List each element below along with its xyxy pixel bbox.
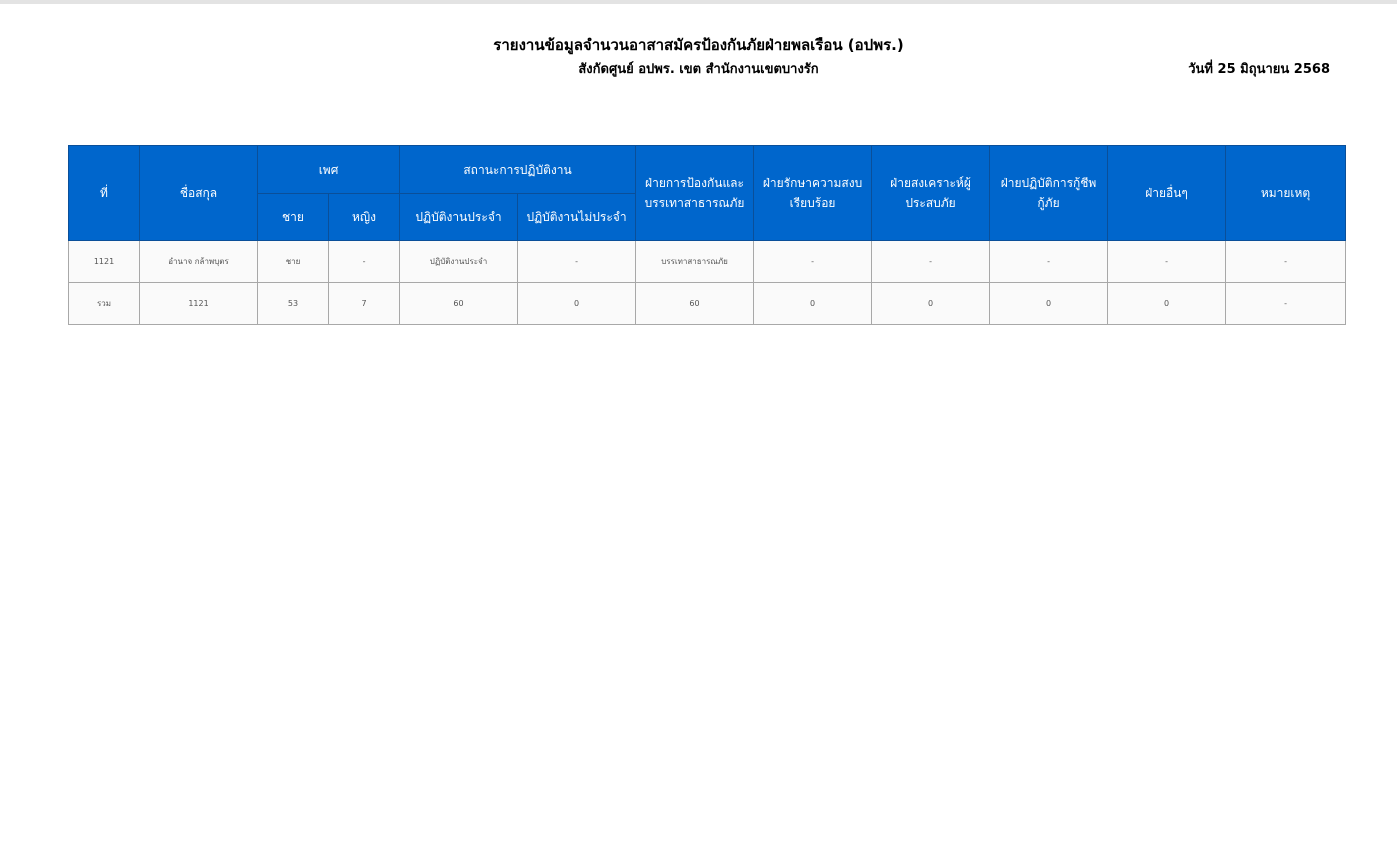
- header-status: สถานะการปฏิบัติงาน: [400, 146, 636, 194]
- report-subtitle: สังกัดศูนย์ อปพร. เขต สำนักงานเขตบางรัก: [578, 62, 819, 77]
- cell-relief: -: [872, 241, 990, 283]
- header-other: ฝ่ายอื่นๆ: [1108, 146, 1226, 241]
- cell-total-prevention: 60: [636, 283, 754, 325]
- header-relief: ฝ่ายสงเคราะห์ผู้ประสบภัย: [872, 146, 990, 241]
- table-row: [69, 241, 1346, 283]
- header-name: ชื่อสกุล: [140, 146, 258, 241]
- header-remark: หมายเหตุ: [1226, 146, 1346, 241]
- cell-rescue: -: [990, 241, 1108, 283]
- cell-total-label: รวม: [69, 283, 140, 325]
- table-row-total: [69, 283, 1346, 325]
- header-rescue: ฝ่ายปฏิบัติการกู้ชีพกู้ภัย: [990, 146, 1108, 241]
- header-no: ที่: [69, 146, 140, 241]
- cell-prevention: บรรเทาสาธารณภัย: [636, 241, 754, 283]
- volunteer-table: [68, 145, 1346, 325]
- cell-total-regular: 60: [400, 283, 518, 325]
- cell-total-male: 53: [258, 283, 329, 325]
- cell-total-other: 0: [1108, 283, 1226, 325]
- cell-name: อำนาจ กล้าพบุตร: [140, 241, 258, 283]
- cell-total-name: 1121: [140, 283, 258, 325]
- header-gender-female: หญิง: [329, 194, 400, 241]
- cell-total-relief: 0: [872, 283, 990, 325]
- cell-regular: ปฏิบัติงานประจำ: [400, 241, 518, 283]
- top-strip: [0, 0, 1397, 4]
- cell-total-female: 7: [329, 283, 400, 325]
- cell-total-irregular: 0: [518, 283, 636, 325]
- header-prevention: ฝ่ายการป้องกันและบรรเทาสาธารณภัย: [636, 146, 754, 241]
- report-title: รายงานข้อมูลจำนวนอาสาสมัครป้องกันภัยฝ่ายพลเรือน (อปพร.): [493, 36, 904, 54]
- header-security: ฝ่ายรักษาความสงบเรียบร้อย: [754, 146, 872, 241]
- cell-other: -: [1108, 241, 1226, 283]
- header-gender-male: ชาย: [258, 194, 329, 241]
- header-status-regular: ปฏิบัติงานประจำ: [400, 194, 518, 241]
- report-date: วันที่ 25 มิถุนายน 2568: [1188, 62, 1330, 77]
- header-row-top: [69, 146, 1346, 194]
- cell-no: 1121: [69, 241, 140, 283]
- cell-irregular: -: [518, 241, 636, 283]
- header-gender: เพศ: [258, 146, 400, 194]
- cell-female: -: [329, 241, 400, 283]
- header-status-irregular: ปฏิบัติงานไม่ประจำ: [518, 194, 636, 241]
- cell-total-security: 0: [754, 283, 872, 325]
- cell-total-remark: -: [1226, 283, 1346, 325]
- cell-male: ชาย: [258, 241, 329, 283]
- cell-remark: -: [1226, 241, 1346, 283]
- cell-security: -: [754, 241, 872, 283]
- cell-total-rescue: 0: [990, 283, 1108, 325]
